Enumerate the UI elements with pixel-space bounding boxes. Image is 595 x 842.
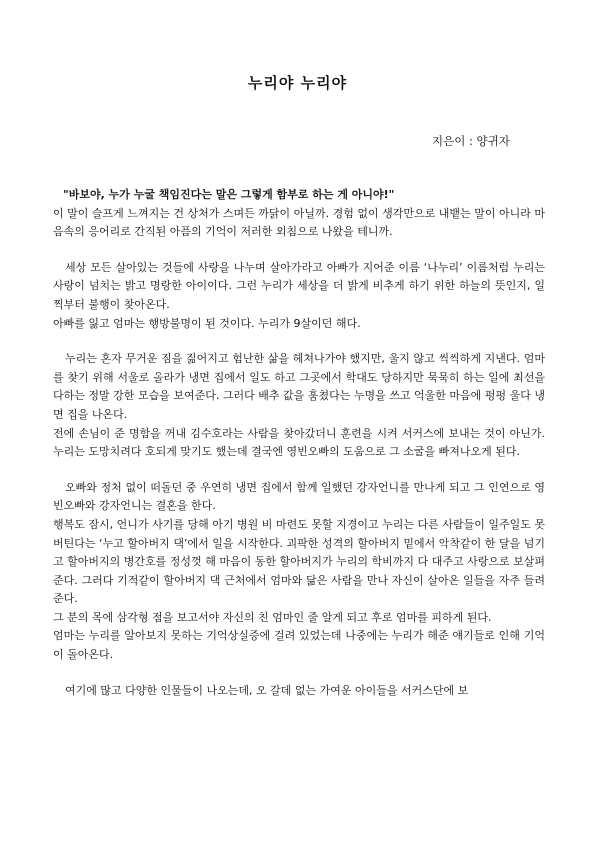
paragraph: 전에 손님이 준 명함을 꺼내 김수호라는 사람을 찾아갔더니 훈련을 시켜 서커스에 보내는 것이 아닌가. 누리는 도망치려다 호되게 맞기도 했는데 결국엔 영빈오빠의 도움으로 그 소굴을 빠져나오게 된다. xyxy=(53,426,545,459)
opening-quote: "바보야, 누가 누굴 책임진다는 말은 그렇게 함부로 하는 게 아니야!" xyxy=(63,188,395,201)
paragraph: 엄마는 누리를 알아보지 못하는 기억상실증에 걸려 있었는데 나중에는 누리가 해준 얘기들로 인해 기억이 돌아온다. xyxy=(53,629,545,662)
paragraph: 여기에 많고 다양한 인물들이 나오는데, 오 갈데 없는 가여운 아이들을 서커스단에 보 xyxy=(65,683,469,697)
paragraph: 이 말이 슬프게 느껴지는 건 상처가 스며든 까닭이 아닐까. 경험 없이 생각만으로 내뱉는 말이 아니라 마음속의 응어리로 간직된 아픔의 기억이 저러한 외침으로 나왔을 테니까. xyxy=(53,206,545,239)
document-title: 누리야 누리야 xyxy=(247,74,348,92)
author-line: 지은이 : 양귀자 xyxy=(432,134,510,148)
document-body xyxy=(53,186,545,700)
paragraph: 행복도 잠시, 언니가 사기를 당해 아기 병원 비 마련도 못할 지경이고 누리는 다른 사람들이 일주일도 못 버틴다는 ‘누고 할아버지 댁’에서 일을 시작한다. 괴팍한 성격의 할아버지 밑에서 악착같이 한 달을 넘기고 할아버지의 병간호를 정성껏 해 마음이 동한 할아버지가 누리의 학비까지 다 대주고 사랑으로 보살펴 준다. 그러다 기적같이 할아버지 댁 근처에서 엄마와 닮은 사람을 만나 자신이 살아온 일들을 자주 들려준다. xyxy=(53,517,545,606)
paragraph: 세상 모든 살아있는 것들에 사랑을 나누며 살아가라고 아빠가 지어준 이름 ‘나누리’ 이름처럼 누리는 사랑이 넘치는 밝고 명랑한 아이이다. 그런 누리가 세상을 더 밝게 비추게 하기 위한 하늘의 뜻인지, 일찍부터 불행이 찾아온다. xyxy=(53,260,545,311)
paragraph: 아빠를 잃고 엄마는 행방불명이 된 것이다. 누리가 9살이던 해다. xyxy=(53,316,361,330)
paragraph: 그 분의 목에 삼각형 점을 보고서야 자신의 친 엄마인 줄 알게 되고 후로 엄마를 피하게 된다. xyxy=(53,610,492,624)
paragraph: 오빠와 정처 없이 떠돌던 중 우연히 냉면 집에서 함께 일했던 강자언니를 만나게 되고 그 인연으로 영빈오빠와 강자언니는 결혼을 한다. xyxy=(53,480,545,513)
paragraph: 누리는 혼자 무거운 짐을 짊어지고 험난한 삶을 헤쳐나가야 했지만, 울지 않고 씩씩하게 지낸다. 엄마를 찾기 위해 서울로 올라가 냉면 집에서 일도 하고 그곳에서 학대도 당하지만 묵묵히 하는 일에 최선을 다하는 정말 강한 모습을 보여준다. 그러다 배추 값을 훔쳤다는 누명을 쓰고 억울한 마음에 펑펑 울다 냉면 집을 나온다. xyxy=(53,352,545,421)
